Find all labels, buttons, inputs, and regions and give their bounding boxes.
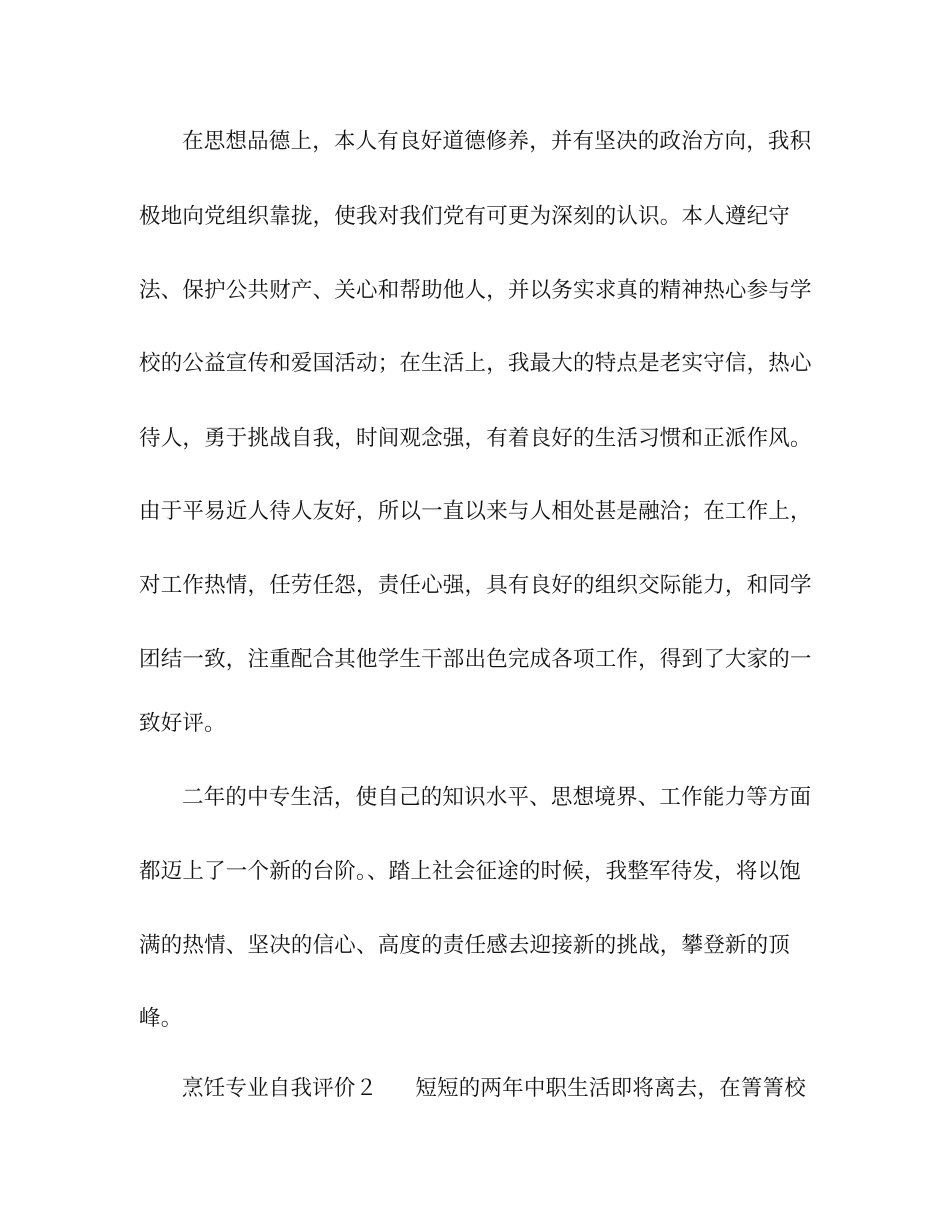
paragraph-line: 对工作热情，任劳任怨，责任心强，具有良好的组织交际能力，和同学 [139,573,812,598]
section-title: 烹饪专业自我评价２ [182,1076,378,1101]
section-heading-line [182,1074,806,1104]
paragraph-line: 待人，勇于挑战自我，时间观念强，有着良好的生活习惯和正派作风。 [139,426,812,451]
paragraph-line: 二年的中专生活，使自己的知识水平、思想境界、工作能力等方面 [182,785,812,810]
paragraph-line: 都迈上了一个新的台阶。、踏上社会征途的时候，我整军待发，将以饱 [139,859,801,884]
paragraph-line: 校的公益宣传和爱国活动；在生活上，我最大的特点是老实守信，热心 [139,351,812,376]
paragraph-line: 由于平易近人待人友好，所以一直以来与人相处甚是融洽；在工作上， [139,499,812,524]
paragraph-line: 法、保护公共财产、关心和帮助他人，并以务实求真的精神热心参与学 [139,278,812,303]
paragraph-line: 满的热情、坚决的信心、高度的责任感去迎接新的挑战，攀登新的顶 [139,933,791,958]
paragraph-line: 致好评。 [139,711,226,736]
section-text: 短短的两年中职生活即将离去，在箐箐校 [415,1076,806,1101]
paragraph-line: 极地向党组织靠拢，使我对我们党有可更为深刻的认识。本人遵纪守 [139,204,791,229]
paragraph-line: 团结一致，注重配合其他学生干部出色完成各项工作，得到了大家的一 [139,647,812,672]
paragraph-line: 峰。 [139,1006,183,1031]
paragraph-line: 在思想品德上，本人有良好道德修养，并有坚决的政治方向，我积 [182,129,812,154]
